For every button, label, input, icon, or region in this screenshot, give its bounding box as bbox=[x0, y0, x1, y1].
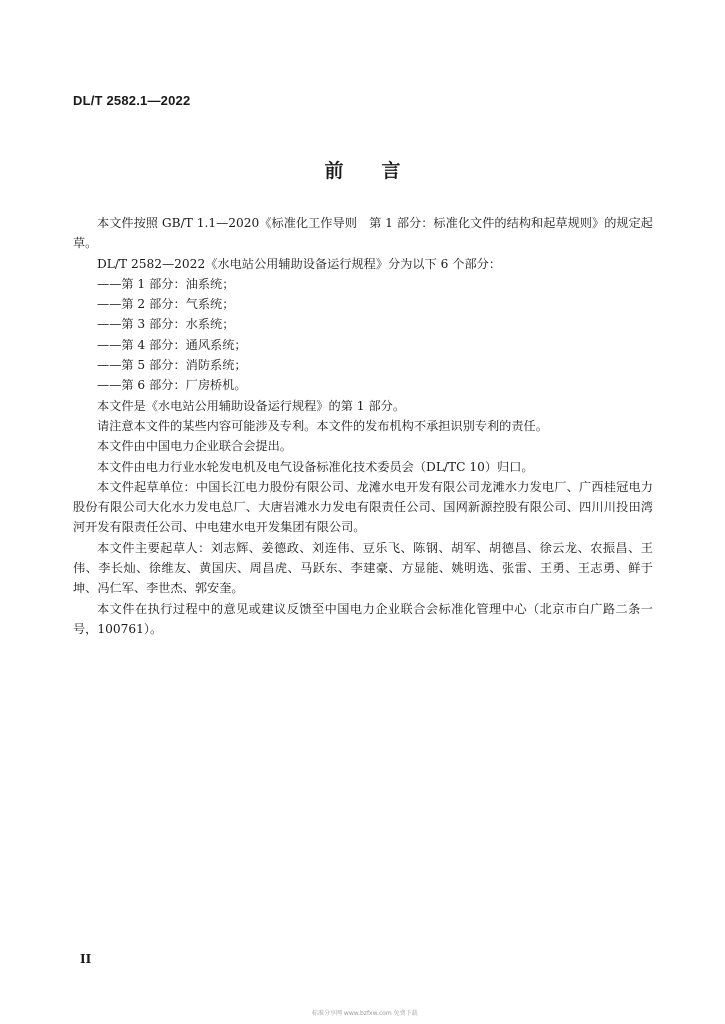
page-title: 前言 bbox=[324, 160, 439, 182]
document-body bbox=[73, 213, 653, 639]
list-item: ——第 4 部分：通风系统； bbox=[97, 337, 247, 352]
list-item: ——第 5 部分：消防系统； bbox=[97, 358, 247, 373]
paragraph-proposer: 本文件由中国电力企业联合会提出。 bbox=[97, 439, 292, 454]
paragraph-committee: 本文件由电力行业水轮发电机及电气设备标准化技术委员会（DL/TC 10）归口。 bbox=[97, 459, 534, 474]
page-number: II bbox=[80, 952, 92, 966]
list-item: ——第 2 部分：气系统； bbox=[97, 297, 235, 312]
standard-code-header: DL/T 2582.1—2022 bbox=[73, 93, 191, 108]
list-item: ——第 3 部分：水系统； bbox=[97, 317, 235, 332]
paragraph-patent-notice: 请注意本文件的某些内容可能涉及专利。本文件的发布机构不承担识别专利的责任。 bbox=[97, 418, 548, 433]
list-item: ——第 1 部分：油系统； bbox=[97, 276, 235, 291]
watermark-text: 标准分享网 www.bzfxw.com 免费下载 bbox=[312, 1010, 418, 1017]
list-item: ——第 6 部分：厂房桥机。 bbox=[97, 378, 247, 393]
paragraph-drafters: 本文件主要起草人：刘志辉、姜德政、刘连伟、豆乐飞、陈钢、胡军、胡德昌、徐云龙、农振昌、王伟、李长灿、徐维友、黄国庆、周昌虎、马跃东、李建豪、方显能、姚明选、张雷、王勇、王志勇、鲜于坤、冯仁军、李世杰、郭安奎。 bbox=[73, 540, 653, 596]
paragraph-part-statement: 本文件是《水电站公用辅助设备运行规程》的第 1 部分。 bbox=[97, 398, 406, 413]
paragraph-feedback: 本文件在执行过程中的意见或建议反馈至中国电力企业联合会标准化管理中心（北京市白广路二条一号，100761）。 bbox=[73, 601, 653, 636]
paragraph-drafting-basis: 本文件按照 GB/T 1.1—2020《标准化工作导则 第 1 部分：标准化文件的结构和起草规则》的规定起草。 bbox=[73, 216, 653, 251]
paragraph-drafting-units: 本文件起草单位：中国长江电力股份有限公司、龙滩水电开发有限公司龙滩水力发电厂、广西桂冠电力股份有限公司大化水力发电总厂、大唐岩滩水力发电有限责任公司、国网新源控股有限公司、四川川投田湾河开发有限责任公司、中电建水电开发集团有限公司。 bbox=[73, 479, 653, 535]
paragraph-parts-intro: DL/T 2582—2022《水电站公用辅助设备运行规程》分为以下 6 个部分： bbox=[97, 256, 502, 271]
